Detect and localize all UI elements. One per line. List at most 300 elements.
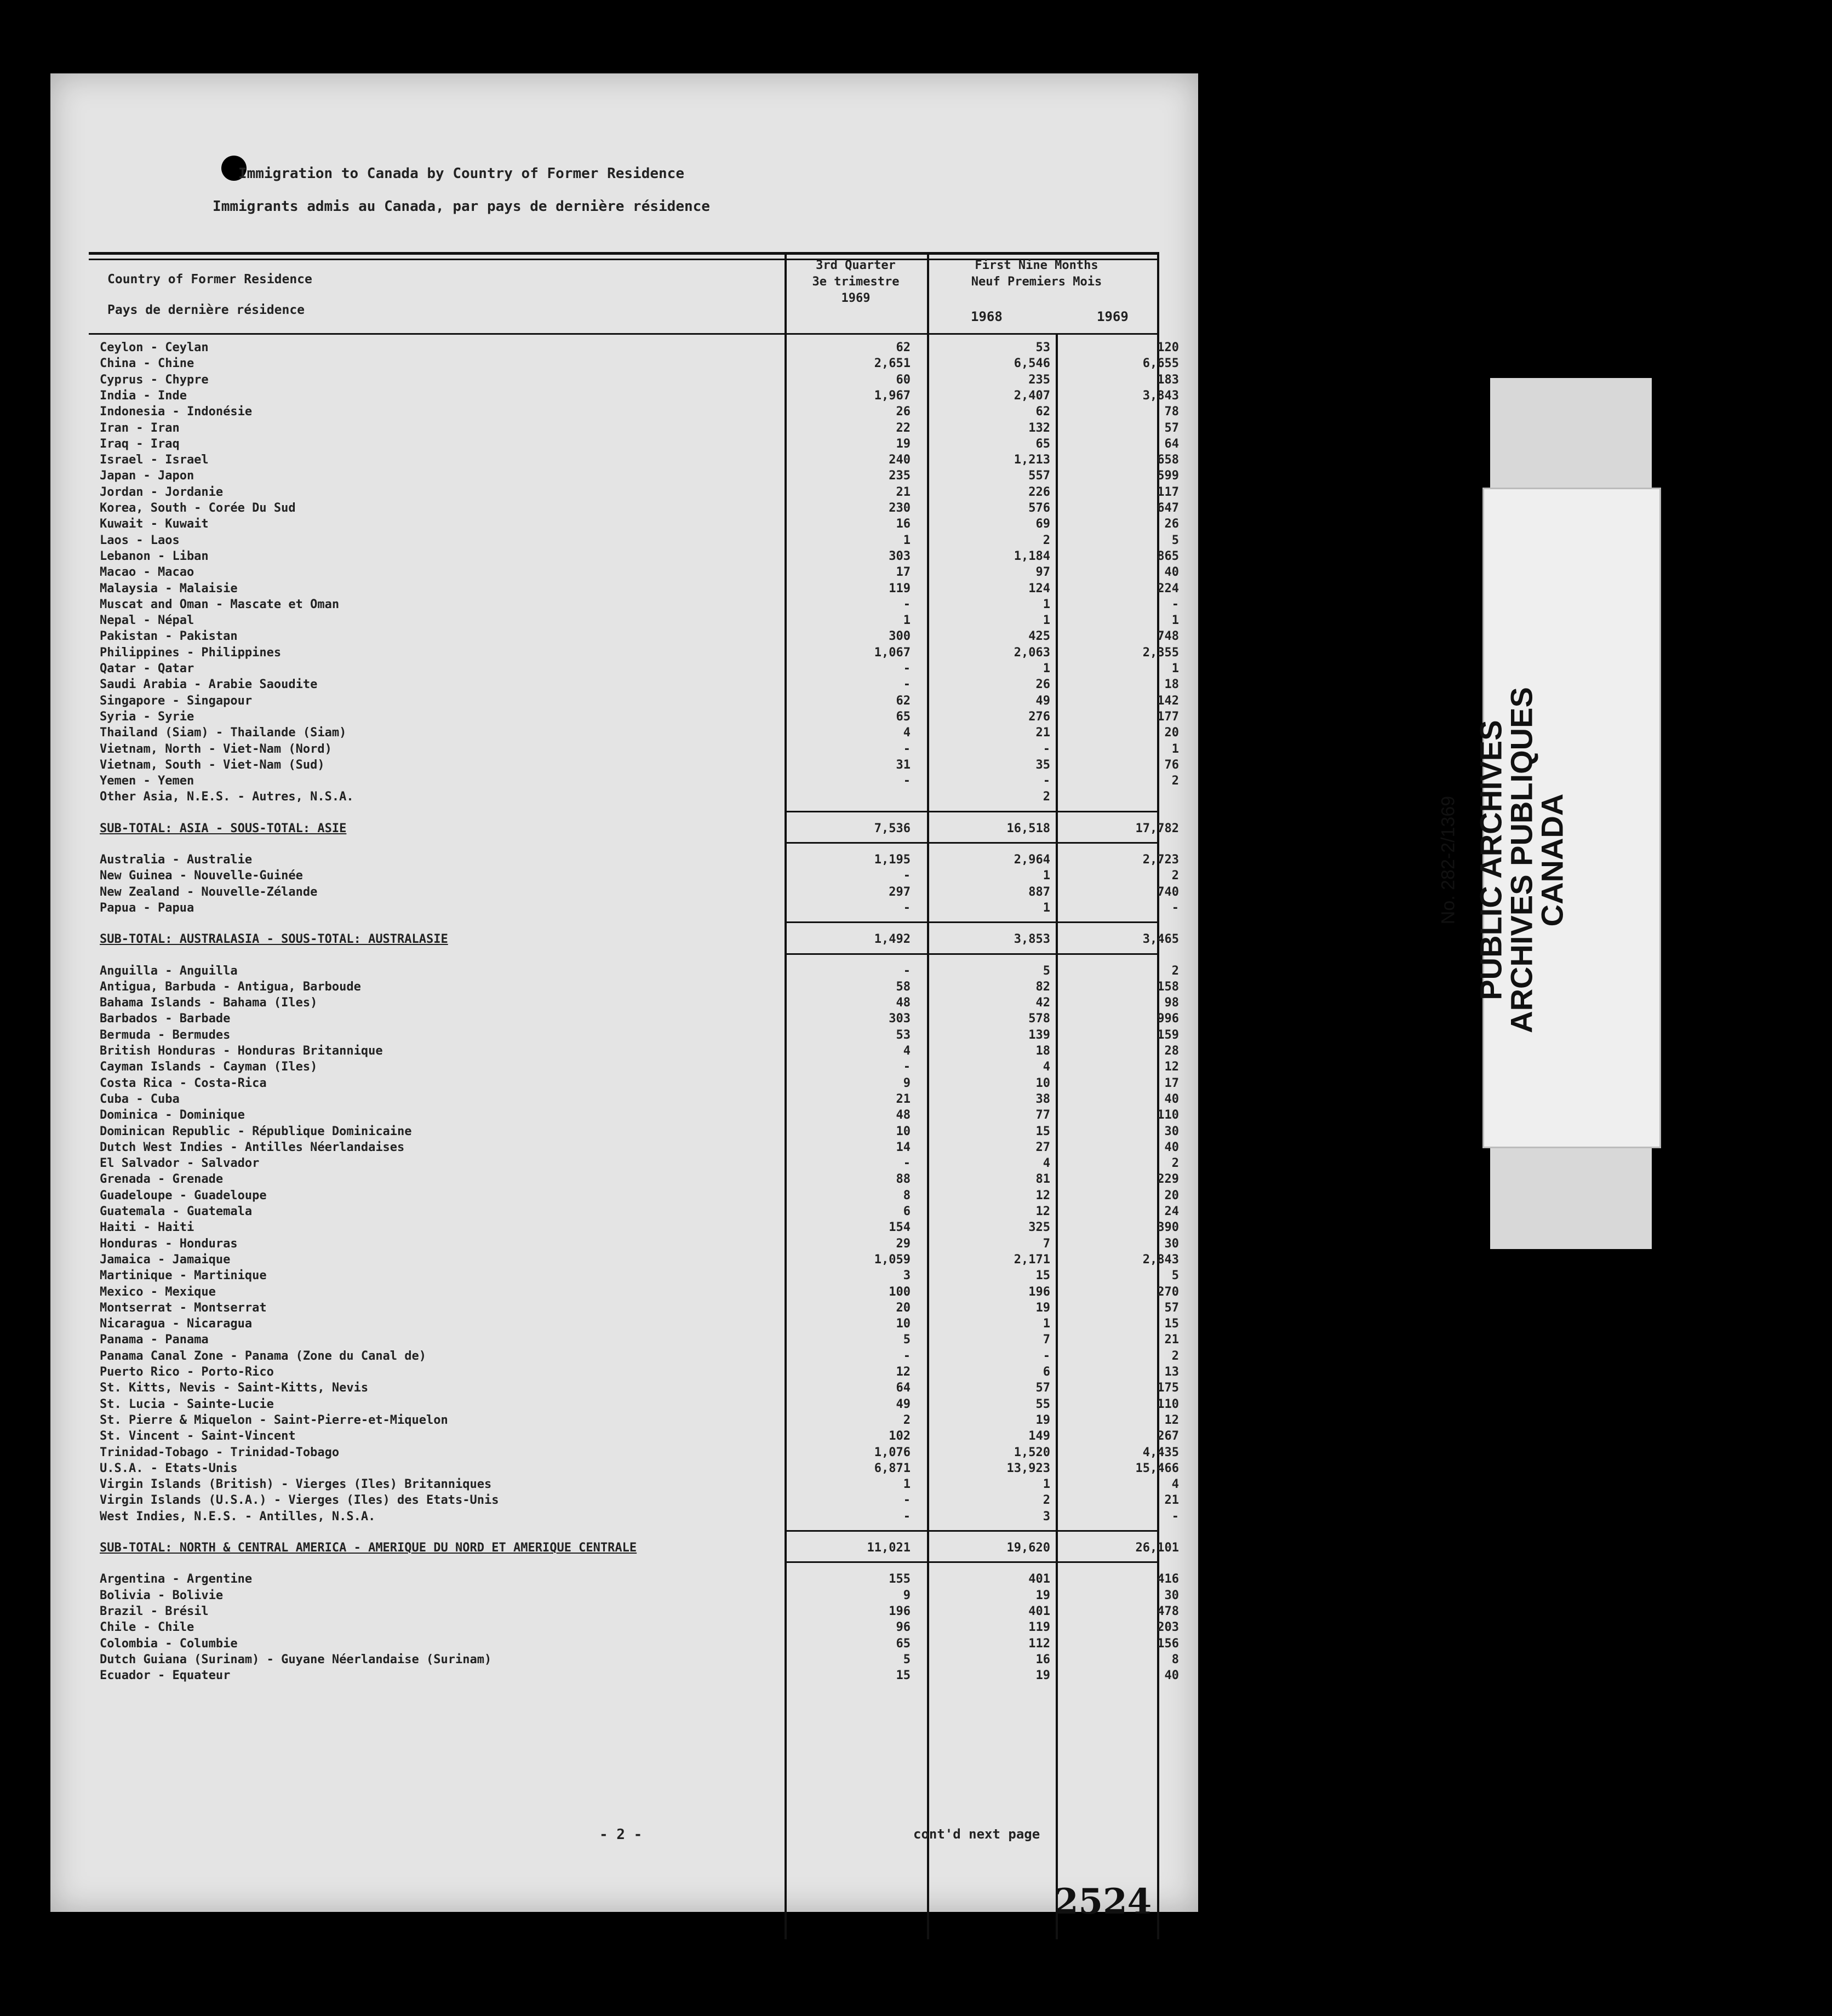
nine-months-1968-cell: 15: [1035, 1269, 1050, 1283]
archive-name-fr: ARCHIVES PUBLIQUES: [1504, 687, 1539, 1033]
nine-months-1969-cell: 57: [1164, 421, 1179, 435]
nine-months-1968-cell: 1: [1043, 869, 1050, 883]
nine-months-1969-cell: 13: [1164, 1365, 1179, 1379]
country-cell: Costa Rica - Costa-Rica: [100, 1076, 267, 1090]
nine-months-1969-cell: 2: [1171, 1156, 1179, 1171]
table-row: [89, 564, 1179, 580]
q3-1969-cell: 5: [903, 1333, 911, 1347]
q3-1969-cell: 3: [903, 1269, 911, 1283]
country-cell: Japan - Japon: [100, 469, 194, 483]
nine-months-1968-cell: -: [1043, 742, 1050, 756]
nine-months-1968-cell: 1: [1043, 901, 1050, 915]
table-row: [89, 1364, 1179, 1380]
q3-1969-cell: 22: [896, 421, 911, 435]
nine-months-1969-cell: 40: [1164, 565, 1179, 580]
table-row: [89, 1492, 1179, 1508]
nine-months-1968-cell: 16,518: [1006, 821, 1050, 835]
table-row: [89, 516, 1179, 532]
subtotal-row: [89, 821, 1179, 837]
q3-1969-cell: 21: [896, 485, 911, 499]
nine-months-1968-cell: -: [1043, 1349, 1050, 1363]
nine-months-1969-cell: 2: [1171, 964, 1179, 978]
archive-country: CANADA: [1535, 793, 1570, 927]
table-row: [89, 645, 1179, 661]
q3-1969-cell: -: [903, 678, 911, 692]
nine-months-1968-cell: 19,620: [1006, 1541, 1050, 1555]
country-cell: West Indies, N.E.S. - Antilles, N.S.A.: [100, 1509, 376, 1524]
nine-months-1969-cell: 156: [1157, 1636, 1179, 1651]
nine-months-1968-cell: 226: [1028, 485, 1050, 499]
table-row: [89, 1332, 1179, 1348]
country-cell: Laos - Laos: [100, 533, 180, 547]
nine-months-1969-cell: 229: [1157, 1172, 1179, 1187]
nine-months-1968-cell: 19: [1035, 1413, 1050, 1427]
nine-months-1969-cell: 183: [1157, 373, 1179, 387]
q3-1969-cell: 19: [896, 437, 911, 451]
nine-months-1968-cell: 425: [1028, 629, 1050, 644]
country-cell: Virgin Islands (British) - Vierges (Iles) Britanniques: [100, 1477, 492, 1492]
continued-note: cont'd next page: [913, 1826, 1040, 1842]
country-cell: Colombia - Columbie: [100, 1636, 238, 1651]
nine-months-1969-cell: 15: [1164, 1317, 1179, 1331]
nine-months-1969-cell: 3,465: [1142, 932, 1179, 947]
q3-1969-cell: 6,871: [874, 1461, 911, 1475]
nine-months-1968-cell: 1: [1043, 1317, 1050, 1331]
nine-months-1968-cell: 149: [1028, 1429, 1050, 1444]
nine-months-1969-cell: 2: [1171, 869, 1179, 883]
table-row: [89, 1171, 1179, 1187]
nine-months-1968-cell: 2,964: [1014, 853, 1050, 867]
country-cell: Iran - Iran: [100, 421, 180, 435]
nine-months-1968-cell: 5: [1043, 964, 1050, 978]
nine-months-1968-cell: 401: [1028, 1572, 1050, 1587]
nine-months-1969-cell: 8: [1171, 1652, 1179, 1666]
nine-months-1968-cell: 10: [1035, 1076, 1050, 1090]
q3-1969-cell: 8: [903, 1188, 911, 1202]
year-b-header: 1969: [1097, 309, 1129, 324]
table-row: [89, 1284, 1179, 1300]
nine-months-1968-cell: 35: [1035, 758, 1050, 772]
q3-1969-cell: 21: [896, 1092, 911, 1106]
nine-months-1969-cell: 270: [1157, 1285, 1179, 1299]
nine-months-1968-cell: 139: [1028, 1028, 1050, 1042]
nine-months-1969-cell: 21: [1164, 1333, 1179, 1347]
nine-months-1968-cell: 276: [1028, 709, 1050, 724]
q3-1969-cell: 1,059: [874, 1252, 911, 1267]
table-row: [89, 1204, 1179, 1219]
table-row: [89, 1316, 1179, 1332]
nine-months-1969-cell: 17: [1164, 1076, 1179, 1090]
country-cell: St. Lucia - Sainte-Lucie: [100, 1397, 274, 1411]
table-row: [89, 612, 1179, 628]
table-row: [89, 1059, 1179, 1075]
nine-months-1969-cell: 390: [1157, 1221, 1179, 1235]
country-cell: St. Pierre & Miquelon - Saint-Pierre-et-Miquelon: [100, 1413, 448, 1427]
table-row: [89, 1107, 1179, 1123]
nine-months-1968-cell: 1: [1043, 662, 1050, 675]
table-row: [89, 500, 1179, 516]
country-cell: Yemen - Yemen: [100, 774, 194, 788]
nine-months-1969-cell: 865: [1157, 549, 1179, 563]
country-cell: Dutch West Indies - Antilles Néerlandaises: [100, 1140, 405, 1154]
nine-months-1969-cell: 748: [1157, 629, 1179, 644]
nine-months-1969-cell: 2: [1171, 1349, 1179, 1363]
nine-months-1968-cell: 2: [1043, 790, 1050, 804]
nine-months-1968-cell: 6: [1043, 1365, 1050, 1379]
nine-months-1969-cell: 6,655: [1142, 357, 1179, 371]
country-cell: Argentina - Argentine: [100, 1572, 253, 1587]
country-cell: SUB-TOTAL: AUSTRALASIA - SOUS-TOTAL: AUSTRALASIE: [100, 932, 448, 947]
q3-1969-cell: 65: [896, 709, 911, 724]
nine-months-1968-cell: 1,213: [1014, 453, 1050, 467]
nine-months-1968-cell: 576: [1028, 501, 1050, 515]
document-page: [50, 73, 1198, 1922]
q3-1969-cell: 14: [896, 1140, 911, 1154]
country-cell: Other Asia, N.E.S. - Autres, N.S.A.: [100, 790, 354, 804]
q3-1969-cell: 119: [889, 581, 911, 595]
nine-months-1968-cell: 16: [1035, 1652, 1050, 1666]
nine-months-1968-cell: 97: [1035, 565, 1050, 580]
table-row: [89, 452, 1179, 468]
q3-1969-cell: 4: [903, 1044, 911, 1058]
nine-months-1969-cell: 110: [1157, 1397, 1179, 1411]
table-row: [89, 372, 1179, 388]
nine-months-1969-cell: 158: [1157, 980, 1179, 994]
nine-months-1968-cell: 887: [1028, 885, 1050, 899]
nine-months-1968-cell: 2: [1043, 533, 1050, 547]
table-row: [89, 1619, 1179, 1635]
country-cell: Grenada - Grenade: [100, 1172, 224, 1187]
table-row: [89, 548, 1179, 564]
nine-months-1969-cell: 3,843: [1142, 388, 1179, 403]
nine-months-1969-cell: 26: [1164, 517, 1179, 531]
nine-months-1969-cell: 175: [1157, 1381, 1179, 1395]
nine-months-1969-cell: -: [1171, 901, 1179, 915]
country-cell: Cuba - Cuba: [100, 1092, 180, 1106]
archive-card-text: [1438, 687, 1568, 1033]
nine-months-1969-cell: 142: [1157, 694, 1179, 708]
q3-1969-cell: 5: [903, 1652, 911, 1666]
nine-months-1968-cell: 401: [1028, 1604, 1050, 1618]
nine-months-1968-cell: 325: [1028, 1221, 1050, 1235]
immigration-table: [89, 252, 1179, 1962]
table-row: [89, 1124, 1179, 1139]
table-row: [89, 1603, 1179, 1619]
nine-months-1968-cell: 18: [1035, 1044, 1050, 1058]
q3-1969-cell: 60: [896, 373, 911, 387]
nine-months-1968-cell: 26: [1035, 678, 1050, 692]
table-row: [89, 693, 1179, 709]
q3-1969-cell: 16: [896, 517, 911, 531]
country-cell: Cyprus - Chypre: [100, 373, 209, 387]
q3-1969-cell: 1: [903, 533, 911, 547]
country-cell: Thailand (Siam) - Thailande (Siam): [100, 726, 347, 740]
country-cell: Antigua, Barbuda - Antigua, Barboude: [100, 980, 361, 994]
q3-1969-cell: 26: [896, 405, 911, 419]
table-row: [89, 340, 1179, 356]
q3-1969-cell: 1,492: [874, 932, 911, 947]
nine-months-1968-cell: 13,923: [1006, 1461, 1050, 1475]
nine-months-1968-cell: 7: [1043, 1333, 1050, 1347]
country-cell: Barbados - Barbade: [100, 1012, 231, 1026]
nine-months-1969-cell: 18: [1164, 678, 1179, 692]
q3-1969-cell: 7,536: [874, 821, 911, 835]
country-cell: Bolivia - Bolivie: [100, 1588, 224, 1602]
table-row: [89, 1188, 1179, 1204]
nine-months-1969-cell: 2,355: [1142, 645, 1179, 660]
nine-months-1969-cell: 26,101: [1135, 1541, 1179, 1555]
q3-1969-cell: 1: [903, 1477, 911, 1492]
nine-months-1969-cell: 57: [1164, 1301, 1179, 1315]
q3-1969-cell: 1,967: [874, 388, 911, 403]
nine-months-1969-cell: 5: [1171, 1269, 1179, 1283]
table-row: [89, 581, 1179, 597]
q3-header-en: 3rd Quarter: [816, 259, 896, 272]
table-row: [89, 388, 1179, 404]
q3-1969-cell: 154: [889, 1221, 911, 1235]
title-english: Immigration to Canada by Country of Former Residence: [238, 165, 684, 182]
nine-months-1968-cell: 1: [1043, 597, 1050, 611]
country-cell: Bahama Islands - Bahama (Iles): [100, 996, 318, 1010]
q3-1969-cell: 1,195: [874, 853, 911, 867]
country-cell: Panama Canal Zone - Panama (Zone du Canal de): [100, 1349, 427, 1363]
q3-1969-cell: 49: [896, 1397, 911, 1411]
q3-1969-cell: 9: [903, 1588, 911, 1602]
q3-1969-cell: 240: [889, 453, 911, 467]
q3-1969-cell: 11,021: [867, 1541, 911, 1555]
year-a-header: 1968: [971, 309, 1003, 324]
nine-months-1969-cell: 21: [1164, 1493, 1179, 1508]
table-row: [89, 1252, 1179, 1268]
nine-months-1968-cell: 6,546: [1014, 357, 1050, 371]
nine-months-1969-cell: 98: [1164, 996, 1179, 1010]
country-cell: Macao - Macao: [100, 565, 194, 580]
q3-1969-cell: 29: [896, 1236, 911, 1251]
nine-months-1969-cell: 740: [1157, 885, 1179, 899]
nine-months-1968-cell: 1: [1043, 1477, 1050, 1492]
table-row: [89, 900, 1179, 916]
nine-months-1969-cell: 78: [1164, 405, 1179, 419]
nine-months-1968-cell: 81: [1035, 1172, 1050, 1187]
country-cell: Malaysia - Malaisie: [100, 581, 238, 595]
table-row: [89, 661, 1179, 677]
table-row: [89, 741, 1179, 757]
nine-months-1968-cell: 1,184: [1014, 549, 1050, 563]
q3-1969-cell: 96: [896, 1620, 911, 1635]
q3-1969-cell: -: [903, 869, 911, 883]
country-cell: El Salvador - Salvador: [100, 1156, 260, 1171]
q3-1969-cell: 17: [896, 565, 911, 580]
nine-months-1969-cell: 40: [1164, 1140, 1179, 1154]
nine-months-1969-cell: 5: [1171, 533, 1179, 547]
country-cell: Kuwait - Kuwait: [100, 517, 209, 531]
nine-months-1969-cell: 478: [1157, 1604, 1179, 1618]
nine-months-1969-cell: -: [1171, 597, 1179, 611]
q3-1969-cell: 58: [896, 980, 911, 994]
q3-1969-cell: 62: [896, 341, 911, 354]
country-cell: British Honduras - Honduras Britannique: [100, 1044, 383, 1058]
country-cell: Syria - Syrie: [100, 709, 194, 724]
table-row: [89, 757, 1179, 773]
country-cell: Dutch Guiana (Surinam) - Guyane Néerlandaise (Surinam): [100, 1652, 492, 1666]
table-row: [89, 1155, 1179, 1171]
country-cell: Papua - Papua: [100, 901, 194, 915]
nine-months-1968-cell: 15: [1035, 1124, 1050, 1138]
nine-months-1968-cell: 77: [1035, 1108, 1050, 1122]
table-row: [89, 1236, 1179, 1252]
q3-1969-cell: 300: [889, 629, 911, 644]
table-row: [89, 1139, 1179, 1155]
q3-header-year: 1969: [841, 291, 871, 305]
nine-months-1969-cell: 4,435: [1142, 1445, 1179, 1459]
nine-months-1969-cell: 24: [1164, 1205, 1179, 1218]
nine-months-1969-cell: 4: [1171, 1477, 1179, 1492]
q3-1969-cell: -: [903, 1156, 911, 1171]
q3-1969-cell: 1: [903, 614, 911, 628]
country-cell: New Zealand - Nouvelle-Zélande: [100, 885, 318, 899]
q3-header: [795, 257, 916, 307]
nine-months-1969-cell: 12: [1164, 1413, 1179, 1427]
table-row: [89, 773, 1179, 789]
country-cell: Brazil - Brésil: [100, 1604, 209, 1618]
nine-months-1969-cell: 17,782: [1135, 821, 1179, 835]
table-row: [89, 1300, 1179, 1316]
table-row: [89, 1027, 1179, 1043]
country-cell: Chile - Chile: [100, 1620, 194, 1635]
q3-1969-cell: -: [903, 1349, 911, 1363]
nine-months-1968-cell: 53: [1035, 341, 1050, 354]
nine-months-1968-cell: 62: [1035, 405, 1050, 419]
nine-months-1969-cell: 30: [1164, 1124, 1179, 1138]
nine-months-1969-cell: 20: [1164, 1188, 1179, 1202]
nine-months-1969-cell: 40: [1164, 1092, 1179, 1106]
nine-header-en: First Nine Months: [975, 259, 1098, 272]
nine-months-1969-cell: 1: [1171, 742, 1179, 756]
q3-1969-cell: 6: [903, 1205, 911, 1218]
table-row: [89, 1571, 1179, 1587]
nine-months-1969-cell: 599: [1157, 469, 1179, 483]
q3-1969-cell: -: [903, 1509, 911, 1524]
nine-months-1968-cell: 69: [1035, 517, 1050, 531]
q3-1969-cell: 62: [896, 694, 911, 708]
q3-1969-cell: 235: [889, 469, 911, 483]
table-row: [89, 1428, 1179, 1444]
nine-months-1968-cell: 19: [1035, 1588, 1050, 1602]
q3-1969-cell: 53: [896, 1028, 911, 1042]
q3-1969-cell: 88: [896, 1172, 911, 1187]
nine-months-1968-cell: 65: [1035, 437, 1050, 451]
table-row: [89, 709, 1179, 725]
nine-months-1968-cell: 557: [1028, 469, 1050, 483]
table-row: [89, 789, 1159, 805]
nine-months-1968-cell: 12: [1035, 1188, 1050, 1202]
table-row: [89, 1091, 1179, 1107]
table-row: [89, 852, 1179, 868]
q3-1969-cell: -: [903, 597, 911, 611]
country-cell: Iraq - Iraq: [100, 437, 180, 451]
nine-months-1968-cell: 12: [1035, 1205, 1050, 1218]
table-row: [89, 725, 1179, 741]
nine-months-1969-cell: 110: [1157, 1108, 1179, 1122]
q3-1969-cell: 65: [896, 1636, 911, 1651]
country-cell: U.S.A. - Etats-Unis: [100, 1461, 238, 1475]
subtotal-row: [89, 931, 1179, 947]
page-stamp: 2524: [1054, 1881, 1152, 1922]
nine-months-1968-cell: 49: [1035, 694, 1050, 708]
nine-months-1969-cell: 40: [1164, 1669, 1179, 1683]
nine-months-1969-cell: 2: [1171, 774, 1179, 788]
table-row: [89, 484, 1179, 500]
nine-months-1969-cell: 267: [1157, 1429, 1179, 1444]
country-cell: Nepal - Népal: [100, 614, 194, 628]
q3-1969-cell: -: [903, 901, 911, 915]
nine-months-1969-cell: 28: [1164, 1044, 1179, 1058]
country-cell: Australia - Australie: [100, 853, 253, 867]
country-cell: Saudi Arabia - Arabie Saoudite: [100, 678, 318, 692]
q3-1969-cell: 303: [889, 1012, 911, 1026]
table-row: [89, 1380, 1179, 1396]
q3-1969-cell: -: [903, 1493, 911, 1508]
q3-1969-cell: 1,076: [874, 1445, 911, 1459]
country-cell: Jordan - Jordanie: [100, 485, 224, 499]
q3-1969-cell: 12: [896, 1365, 911, 1379]
q3-1969-cell: -: [903, 964, 911, 978]
table-row: [89, 468, 1179, 484]
nine-months-1968-cell: 21: [1035, 726, 1050, 740]
nine-months-1968-cell: 38: [1035, 1092, 1050, 1106]
nine-months-1969-cell: 120: [1157, 341, 1179, 354]
q3-1969-cell: 2: [903, 1413, 911, 1427]
country-cell: Jamaica - Jamaique: [100, 1252, 231, 1267]
q3-1969-cell: 10: [896, 1124, 911, 1138]
country-cell: Ecuador - Equateur: [100, 1669, 231, 1683]
table-row: [89, 436, 1179, 452]
country-cell: India - Inde: [100, 388, 187, 403]
table-row: [89, 1219, 1179, 1235]
q3-1969-cell: 303: [889, 549, 911, 563]
nine-months-1968-cell: 124: [1028, 581, 1050, 595]
nine-months-1968-cell: 196: [1028, 1285, 1050, 1299]
country-cell: Singapore - Singapour: [100, 694, 253, 708]
country-cell: Bermuda - Bermudes: [100, 1028, 231, 1042]
country-cell: Honduras - Honduras: [100, 1236, 238, 1251]
country-cell: Vietnam, North - Viet-Nam (Nord): [100, 742, 332, 756]
country-cell: China - Chine: [100, 357, 194, 371]
table-row: [89, 404, 1179, 420]
nine-months-1969-cell: 12: [1164, 1060, 1179, 1074]
country-cell: Muscat and Oman - Mascate et Oman: [100, 597, 340, 611]
q3-1969-cell: 1,067: [874, 645, 911, 660]
nine-months-1968-cell: 4: [1043, 1060, 1050, 1074]
table-row: [89, 1011, 1179, 1027]
q3-1969-cell: 4: [903, 726, 911, 740]
country-cell: Cayman Islands - Cayman (Iles): [100, 1060, 318, 1074]
table-row: [89, 868, 1179, 884]
nine-months-1968-cell: 132: [1028, 421, 1050, 435]
table-row: [89, 356, 1179, 371]
nine-months-1968-cell: 1,520: [1014, 1445, 1050, 1459]
title-french: Immigrants admis au Canada, par pays de dernière résidence: [213, 198, 710, 215]
country-cell: Philippines - Philippines: [100, 645, 282, 660]
nine-months-1969-cell: 30: [1164, 1236, 1179, 1251]
nine-months-1969-cell: 658: [1157, 453, 1179, 467]
nine-months-1969-cell: 159: [1157, 1028, 1179, 1042]
nine-months-1968-cell: 119: [1028, 1620, 1050, 1635]
nine-months-1968-cell: 3,853: [1014, 932, 1050, 947]
country-cell: New Guinea - Nouvelle-Guinée: [100, 869, 303, 883]
nine-months-1969-cell: 117: [1157, 485, 1179, 499]
nine-months-1969-cell: 224: [1157, 581, 1179, 595]
